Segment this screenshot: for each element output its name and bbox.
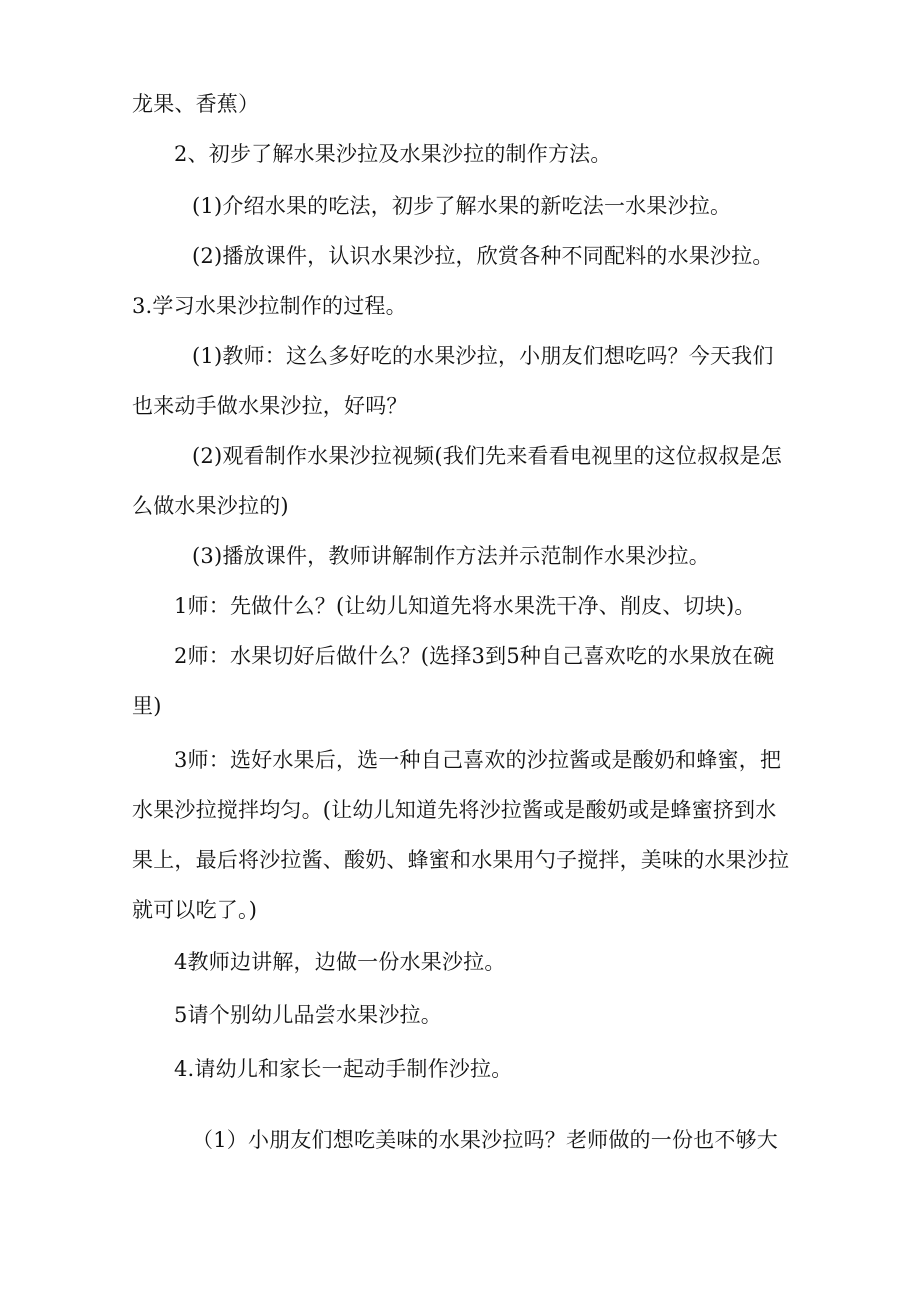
paragraph-step-4-1: （1）小朋友们想吃美味的水果沙拉吗？老师做的一份也不够大: [192, 1128, 778, 1152]
paragraph-step-3-3: (3)播放课件，教师讲解制作方法并示范制作水果沙拉。: [192, 544, 710, 568]
paragraph-step-3-1: (1)教师：这么多好吃的水果沙拉，小朋友们想吃吗？今天我们也来动手做水果沙拉，好吗？: [132, 344, 774, 418]
paragraph-step-2: 2、初步了解水果沙拉及水果沙拉的制作方法。: [174, 142, 612, 166]
paragraph-teacher-1: 1师：先做什么？(让幼儿知道先将水果洗干净、削皮、切块)。: [174, 594, 756, 618]
paragraph-step-3-2: (2)观看制作水果沙拉视频(我们先来看看电视里的这位叔叔是怎么做水果沙拉的): [132, 444, 782, 518]
paragraph-step-2-1: (1)介绍水果的吃法，初步了解水果的新吃法一水果沙拉。: [192, 194, 732, 218]
paragraph-continued: 龙果、香蕉）: [132, 92, 260, 116]
paragraph-step-2-2: (2)播放课件，认识水果沙拉，欣赏各种不同配料的水果沙拉。: [192, 244, 774, 268]
paragraph-teacher-5: 5请个别幼儿品尝水果沙拉。: [174, 1003, 442, 1027]
paragraph-teacher-4: 4教师边讲解，边做一份水果沙拉。: [174, 950, 506, 974]
paragraph-teacher-2: 2师：水果切好后做什么？(选择3到5种自己喜欢吃的水果放在碗里): [132, 644, 775, 718]
paragraph-step-3: 3.学习水果沙拉制作的过程。: [132, 294, 407, 318]
paragraph-step-4: 4.请幼儿和家长一起动手制作沙拉。: [174, 1057, 513, 1081]
paragraph-teacher-3: 3师：选好水果后，选一种自己喜欢的沙拉酱或是酸奶和蜂蜜，把水果沙拉搅拌均匀。(让幼儿知道先将沙拉酱或是酸奶或是蜂蜜挤到水果上，最后将沙拉酱、酸奶、蜂蜜和水果用勺子搅拌，美味的水果沙拉就可以吃了。): [132, 748, 790, 922]
